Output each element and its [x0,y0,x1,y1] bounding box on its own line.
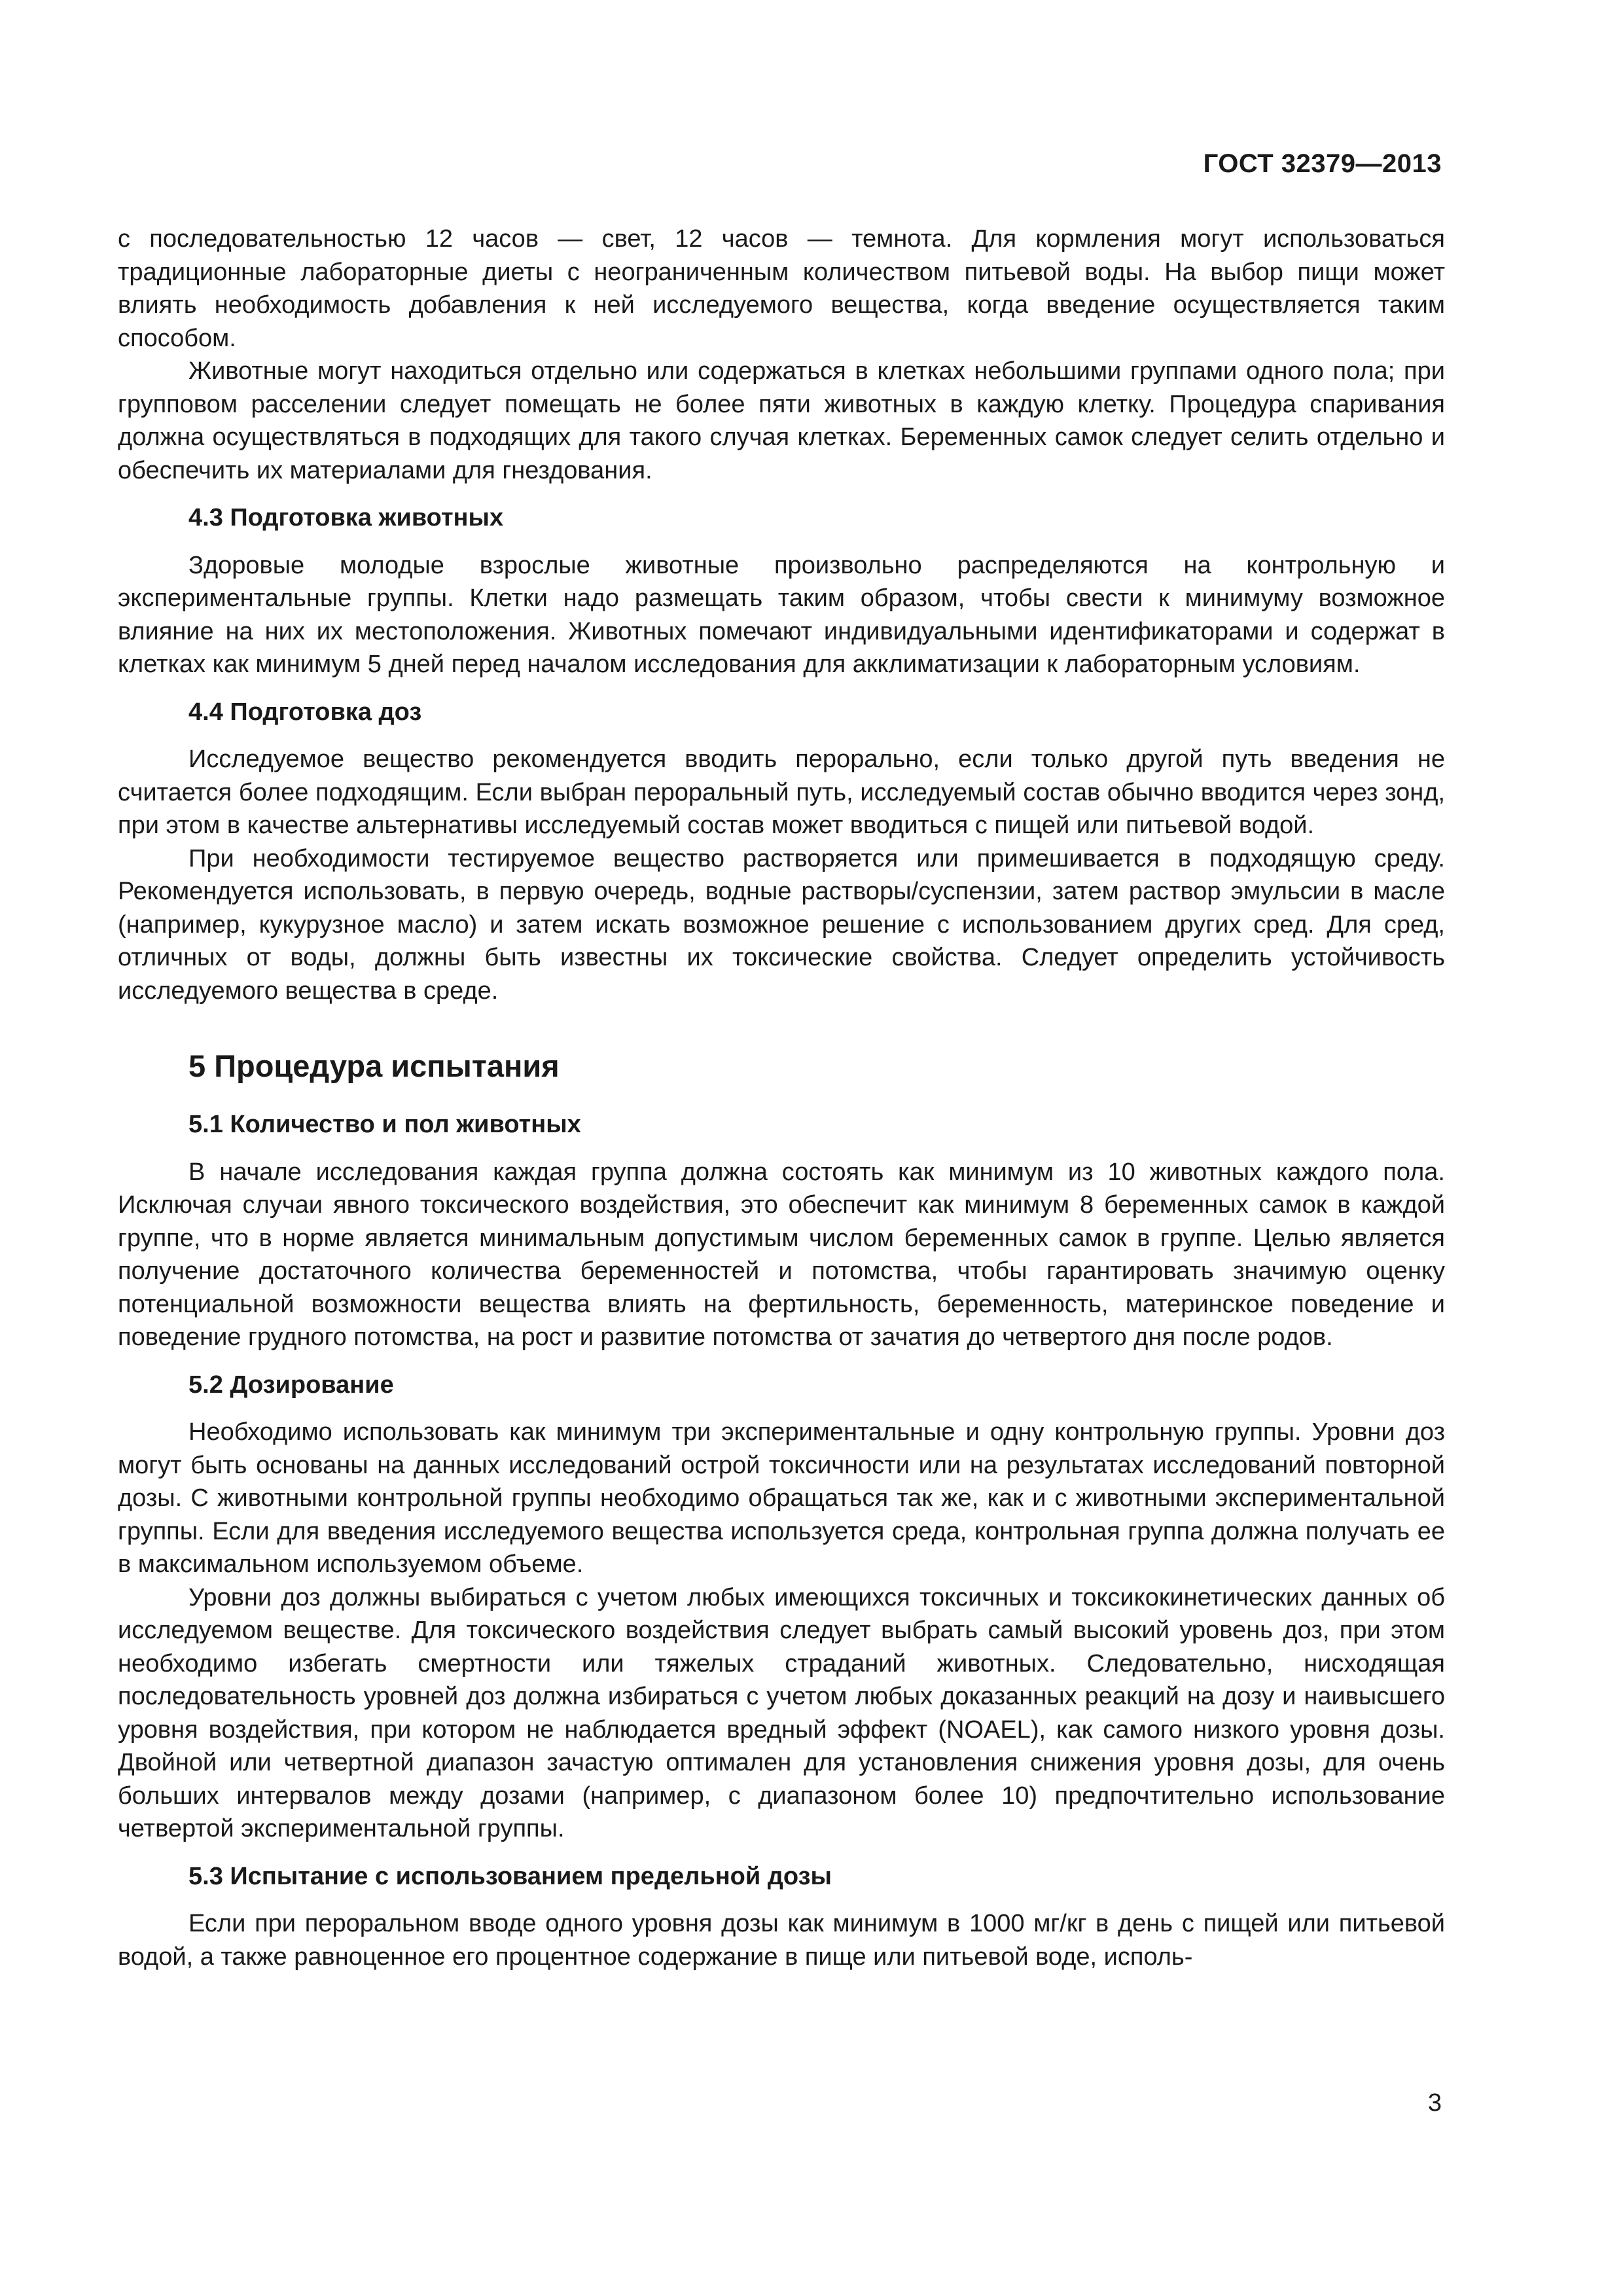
paragraph-dosing-groups: Необходимо использовать как минимум три экспериментальные и одну контрольную группы. Уровни доз могут быть основаны на данных исследований острой токсичности или на результатах исследований повторной дозы. С животными контрольной группы необходимо обращаться так же, как и с животными экспериментальной группы. Если для введения исследуемого вещества используется среда, контрольная группа должна получать ее в максимальном используемом объеме. [118,1418,1445,1578]
paragraph-housing: Животные могут находиться отдельно или содержаться в клетках небольшими группами одного пола; при групповом расселении следует помещать не более пяти животных в каждую клетку. Процедура спаривания должна осуществляться в подходящих для такого случая клетках. Беременных самок следует селить отдельно и обеспечить их материалами для гнездования. [118,357,1445,484]
subsection-heading-5-3: 5.3 Испытание с использованием предельной дозы [188,1862,832,1890]
subsection-heading-5-2: 5.2 Дозирование [188,1371,394,1399]
paragraph-limit-test: Если при пероральном вводе одного уровня дозы как минимум в 1000 мг/кг в день с пищей или питьевой водой, а также равноценное его процентное содержание в пище или питьевой воде, исполь- [118,1910,1445,1971]
paragraph-dose-vehicle: При необходимости тестируемое вещество растворяется или примешивается в подходящую среду. Рекомендуется использовать, в первую очередь, водные растворы/суспензии, затем раствор эмульсии в масле (например, кукурузное масло) и затем искать возможное решение с использованием других сред. Для сред, отличных от воды, должны быть известны их токсические свойства. Следует определить устойчивость исследуемого вещества в среде. [118,844,1445,1005]
paragraph-lighting-diet: с последовательностью 12 часов — свет, 12 часов — темнота. Для кормления могут использоваться традиционные лабораторные диеты с неограниченным количеством питьевой воды. На выбор пищи может влиять необходимость добавления к ней исследуемого вещества, когда введение осуществляется таким способом. [118,225,1445,352]
subsection-heading-4-4: 4.4 Подготовка доз [188,698,422,726]
paragraph-animal-count: В начале исследования каждая группа должна состоять как минимум из 10 животных каждого пола. Исключая случаи явного токсического воздействия, это обеспечит как минимум 8 беременных самок в каждой группе, что в норме является минимальным допустимым числом беременных самок в группе. Целью является получение достаточного количества беременностей и потомства, чтобы гарантировать значимую оценку потенциальной возможности вещества влиять на фертильность, беременность, материнское поведение и поведение грудного потомства, на рост и развитие потомства от зачатия до четвертого дня после родов. [118,1158,1445,1351]
page-number: 3 [1427,2089,1442,2117]
section-heading-5: 5 Процедура испытания [188,1049,560,1083]
document-header: ГОСТ 32379—2013 [1203,149,1442,178]
paragraph-dose-levels: Уровни доз должны выбираться с учетом любых имеющихся токсичных и токсикокинетических данных об исследуемом веществе. Для токсического воздействия следует выбрать самый высокий уровень доз, при этом необходимо избегать смертности или тяжелых страданий животных. Следовательно, нисходящая последовательность уровней доз должна избираться с учетом любых доказанных реакций на дозу и наивысшего уровня воздействия, при котором не наблюдается вредный эффект (NOAEL), как самого низкого уровня дозы. Двойной или четвертной диапазон зачастую оптимален для установления снижения уровня дозы, для очень больших интервалов между дозами (например, с диапазоном более 10) предпочтительно использование четвертой экспериментальной группы. [118,1583,1445,1842]
paragraph-dose-route: Исследуемое вещество рекомендуется вводить перорально, если только другой путь введения не считается более подходящим. Если выбран пероральный путь, исследуемый состав обычно вводится через зонд, при этом в качестве альтернативы исследуемый состав может вводиться с пищей или питьевой водой. [118,745,1445,839]
subsection-heading-5-1: 5.1 Количество и пол животных [188,1111,581,1138]
document-body [118,223,1445,1973]
subsection-heading-4-3: 4.3 Подготовка животных [188,504,504,531]
paragraph-animal-preparation: Здоровые молодые взрослые животные произвольно распределяются на контрольную и экспериментальные группы. Клетки надо размещать таким образом, чтобы свести к минимуму возможное влияние на них их местоположения. Животных помечают индивидуальными идентификаторами и содержат в клетках как минимум 5 дней перед началом исследования для акклиматизации к лабораторным условиям. [118,551,1445,678]
